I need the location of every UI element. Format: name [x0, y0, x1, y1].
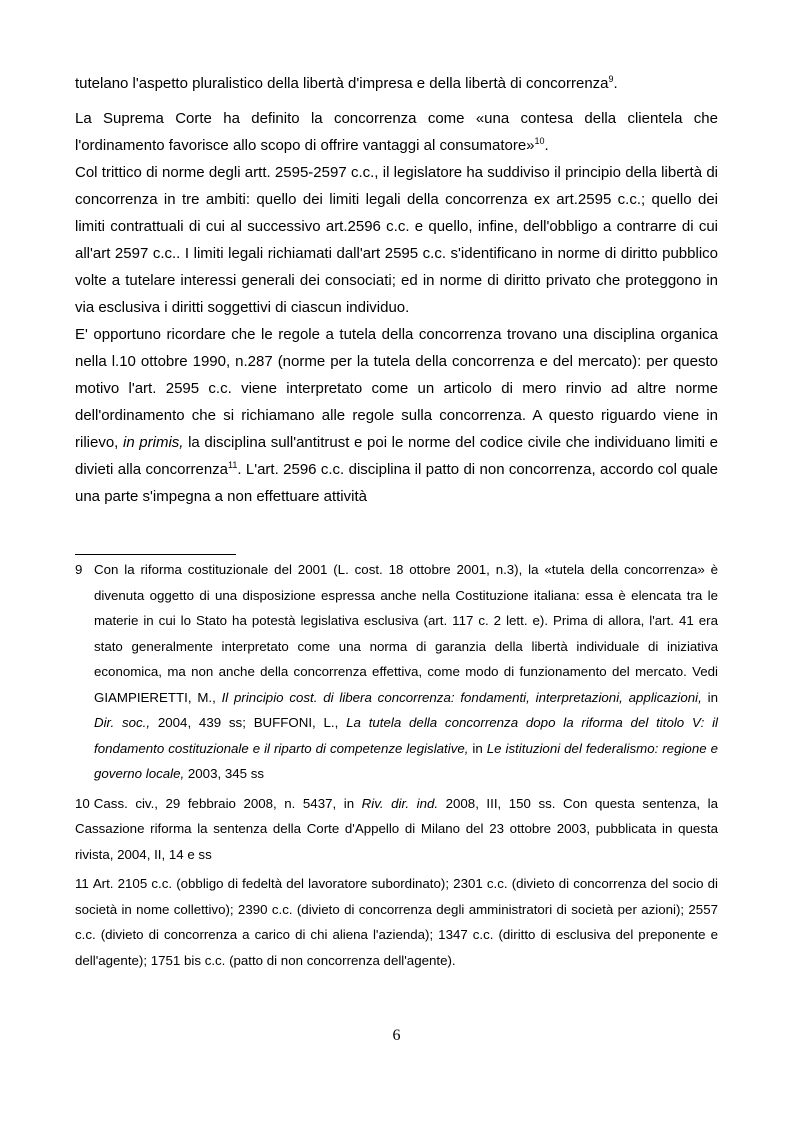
paragraph-continuation: tutelano l'aspetto pluralistico della libertà d'impresa e della libertà di concorrenza$^9$. — [75, 74, 618, 92]
paragraph-supreme-court: La Suprema Corte ha definito la concorrenza come «una contesa della clientela che l'ordinamento favorisce allo scopo di offrire vantaggi al consumatore»$^{10}$. — [75, 110, 718, 154]
footnote-separator — [75, 554, 236, 555]
body-text — [75, 70, 718, 510]
footnote-number: 10 — [75, 795, 90, 811]
paragraph-trittico: Col trittico di norme degli artt. 2595-2597 c.c., il legislatore ha suddiviso il principio della libertà di concorrenza in tre ambiti: quello dei limiti legali della concorrenza ex art.2595 c.c.; quello dei limiti contrattuali di cui al successivo art.2596 c.c. e quello, infine, dell'obbligo a contrarre di cui all'art 2597 c.c.. I limiti legali richiamati dall'art 2595 c.c. s'identificano in norme di diritto pubblico volte a tutelare interessi generali dei consociati; ed in norme di diritto privato che proteggono in via esclusiva i diritti soggettivi di ciascun individuo. — [75, 164, 718, 316]
footnote-11: 11 Art. 2105 c.c. (obbligo di fedeltà del lavoratore subordinato); 2301 c.c. (divieto di concorrenza del socio di società in nome collettivo); 2390 c.c. (divieto di concorrenza degli amministratori di società per azioni); 2557 c.c. (divieto di concorrenza a carico di chi aliena l'azienda); 1347 c.c. (diritto di esclusiva del preponente e dell'agente); 1751 bis c.c. (patto di non concorrenza dell'agente). — [75, 876, 718, 968]
footnote-number: 11 — [75, 876, 89, 891]
paragraph-regole-concorrenza: E' opportuno ricordare che le regole a tutela della concorrenza trovano una disciplina organica nella l.10 ottobre 1990, n.287 (norme per la tutela della concorrenza e del mercato): per questo motivo l'art. 2595 c.c. viene interpretato come un articolo di mero rinvio ad altre norme dell'ordinamento che si richiamano alle regole sulla concorrenza. A questo riguardo viene in rilievo, in primis, la disciplina sull'antitrust e poi le norme del codice civile che individuano limiti e divieti alla concorrenza$^{11}$. L'art. 2596 c.c. disciplina il patto di non concorrenza, accordo col quale una parte s'impegna a non effettuare attività — [75, 326, 719, 505]
footnote-ref-9[interactable]: 9 — [608, 74, 614, 84]
footnotes — [75, 557, 718, 973]
footnote-10: 10 Cass. civ., 29 febbraio 2008, n. 5437, in Riv. dir. ind. 2008, III, 150 ss. Con questa sentenza, la Cassazione riforma la sentenza della Corte d'Appello di Milano del 23 ottobre 2003, pubblicata in questa rivista, 2004, II, 14 e ss — [75, 795, 718, 862]
footnote-9: 9 Con la riforma costituzionale del 2001 (L. cost. 18 ottobre 2001, n.3), la «tutela della concorrenza» è divenuta oggetto di una disposizione espressa anche nella Costituzione italiana: essa è elencata tra le materie in cui lo Stato ha potestà legislativa esclusiva (art. 117 c. 2 lett. e). Prima di allora, l'art. 41 era stato generalmente interpretato come una norma di garanzia della libertà individuale di iniziativa economica, ma non anche della concorrenza effettiva, come modo di funzionamento del mercato. Vedi GIAMPIERETTI, M., Il principio cost. di libera concorrenza: fondamenti, interpretazioni, applicazioni, in Dir. soc., 2004, 439 ss; BUFFONI, L., La tutela della concorrenza dopo la riforma del titolo V: il fondamento costituzionale e il riparto di competenze legislative, in Le istituzioni del federalismo: regione e governo locale, 2003, 345 ss — [75, 557, 718, 787]
footnote-ref-11[interactable]: 11 — [228, 460, 238, 470]
page-number: 6 — [392, 1027, 401, 1044]
footnote-number: 9 — [75, 562, 83, 577]
footnote-ref-10[interactable]: 10 — [534, 136, 545, 146]
